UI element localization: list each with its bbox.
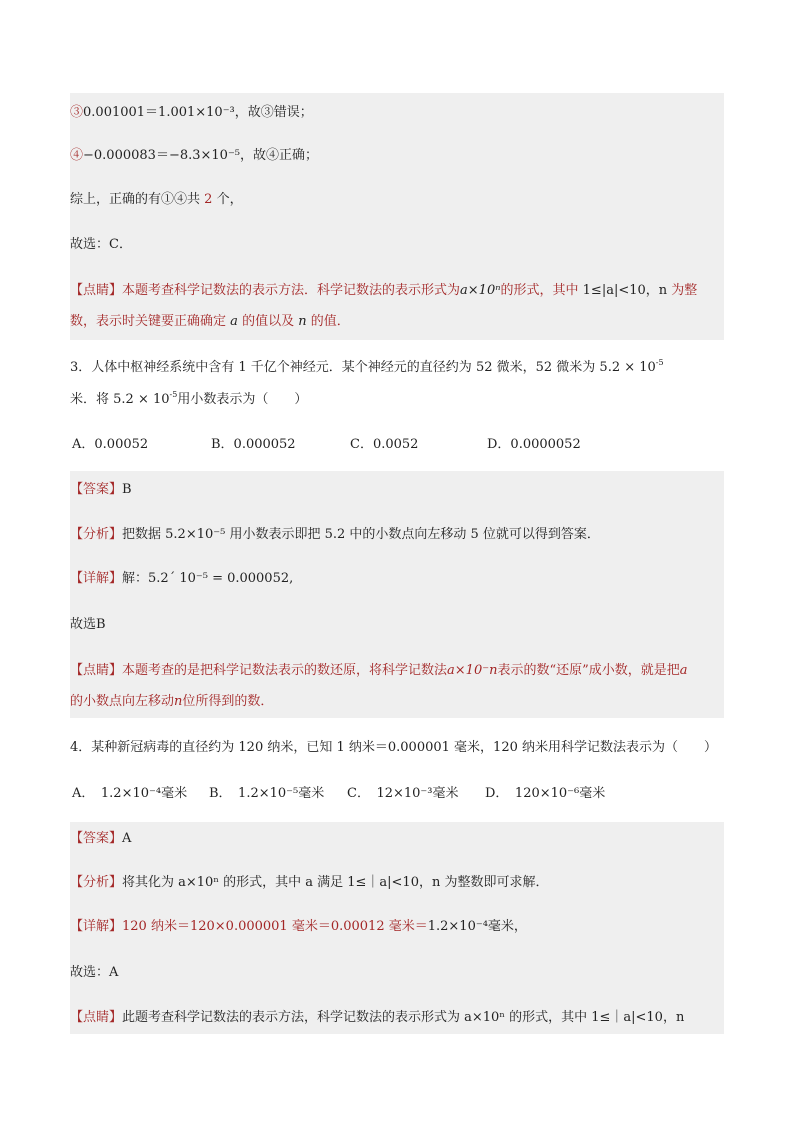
answer-tag: 【答案】 (70, 831, 123, 846)
option-c: C． 12×10⁻³毫米 (347, 786, 459, 801)
option-d: D．0.0000052 (487, 437, 581, 452)
option-d: D． 120×10⁻⁶毫米 (485, 786, 606, 801)
detail-tag: 【详解】 (70, 919, 123, 934)
step-text: 0.001001＝1.001×10⁻³，故③错误； (83, 105, 313, 120)
option-b: B．0.000052 (211, 437, 296, 452)
step-3 (70, 104, 313, 122)
solution-block-prev (70, 93, 724, 340)
comment-line-1: 【点睛】此题考查科学记数法的表示方法，科学记数法的表示形式为 a×10ⁿ 的形式，其中 1≤｜a|<10，n (70, 1010, 685, 1025)
question-3-stem-line-1: 3．人体中枢神经系统中含有 1 千亿个神经元．某个神经元的直径约为 52 微米，52 微米为 $5.2 \times 10^{-5}$ (70, 358, 664, 375)
circled-number: ④ (70, 148, 84, 163)
final-choice: 故选：A (70, 965, 119, 980)
comment-tag: 【点睛】 (70, 1010, 123, 1025)
step-text: −0.000083＝−8.3×10⁻⁵，故④正确； (83, 148, 319, 163)
detail: 【详解】解：5.2´ 10⁻⁵ = 0.000052, (70, 571, 294, 586)
option-b: B． 1.2×10⁻⁵毫米 (209, 786, 325, 801)
answer (70, 481, 132, 499)
analysis: 【分析】把数据 5.2×10⁻⁵ 用小数表示即把 5.2 中的小数点向左移动 5 位就可以得到答案． (70, 527, 600, 542)
option-a: A．0.00052 (72, 437, 149, 452)
comment-line-1: 【点睛】本题考查的是把科学记数法表示的数还原，将科学记数法a×10⁻n表示的数“还原”成小数，就是把a (70, 663, 688, 678)
option-a: A． 1.2×10⁻⁴毫米 (72, 786, 188, 801)
analysis: 【分析】将其化为 a×10ⁿ 的形式，其中 a 满足 1≤｜a|<10，n 为整数即可求解． (70, 875, 549, 890)
answer-value: B (122, 482, 132, 497)
comment-tag: 【点睛】 (70, 283, 123, 298)
final-choice: 故选B (70, 617, 106, 632)
comment-tag: 【点睛】 (70, 663, 123, 678)
comment-line-2: 的小数点向左移动n位所得到的数． (70, 694, 274, 709)
question-4-stem: 4．某种新冠病毒的直径约为 120 纳米，已知 1 纳米＝0.000001 毫米，120 纳米用科学记数法表示为（ ） (70, 740, 717, 755)
answer (70, 830, 131, 848)
step-4 (70, 147, 318, 165)
comment-line-1: 【点睛】本题考查科学记数法的表示方法．科学记数法的表示形式为a×10ⁿ的形式，其中 1≤|a|<10，n 为整 (70, 283, 698, 298)
detail-tag: 【详解】 (70, 571, 123, 586)
answer-value: A (122, 831, 132, 846)
analysis-tag: 【分析】 (70, 875, 123, 890)
detail: 【详解】120 纳米＝120×0.000001 毫米＝0.00012 毫米＝1.2×10⁻⁴毫米， (70, 919, 527, 934)
analysis-tag: 【分析】 (70, 527, 123, 542)
summary: 综上，正确的有①④共 2 个， (70, 192, 243, 207)
option-c: C．0.0052 (350, 437, 419, 452)
question-3-stem-line-2: 米．将 $5.2 \times 10^{-5}$用小数表示为（ ） (70, 390, 308, 407)
comment-line-2: 数，表示时关键要正确确定 a 的值以及 n 的值． (70, 314, 350, 329)
solution-block-q3 (70, 471, 724, 718)
final-choice: 故选：C． (70, 237, 132, 252)
answer-tag: 【答案】 (70, 482, 123, 497)
circled-number: ③ (70, 105, 84, 120)
